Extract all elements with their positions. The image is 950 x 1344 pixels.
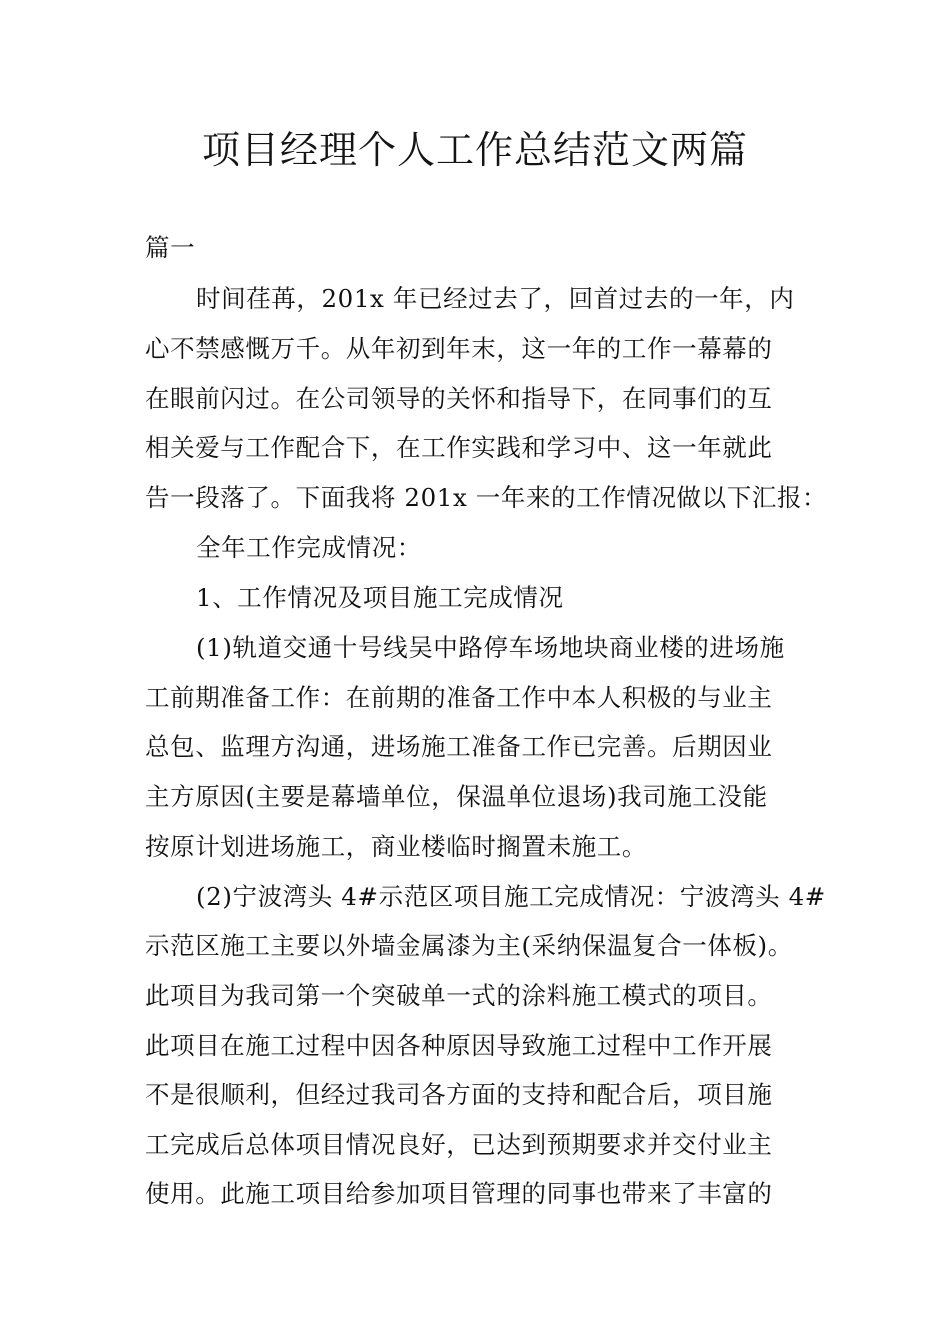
body-line: 总包、监理方沟通，进场施工准备工作已完善。后期因业: [145, 732, 773, 761]
body-line: 告一段落了。下面我将 201x 一年来的工作情况做以下汇报：: [145, 483, 828, 512]
body-line: 相关爱与工作配合下，在工作实践和学习中、这一年就此: [145, 433, 773, 462]
subheading: 全年工作完成情况：: [196, 533, 422, 562]
body-line: 在眼前闪过。在公司领导的关怀和指导下，在同事们的互: [145, 384, 773, 413]
body-line: (1)轨道交通十号线吴中路停车场地块商业楼的进场施: [196, 633, 785, 662]
body-line: 工完成后总体项目情况良好，已达到预期要求并交付业主: [145, 1130, 773, 1159]
body-line: (2)宁波湾头 4#示范区项目施工完成情况：宁波湾头 4#: [196, 882, 826, 911]
body-line: 工前期准备工作：在前期的准备工作中本人积极的与业主: [145, 683, 773, 712]
body-line: 时间荏苒，201x 年已经过去了，回首过去的一年，内: [196, 284, 795, 313]
document-title: 项目经理个人工作总结范文两篇: [201, 128, 748, 172]
body-line: 按原计划进场施工，商业楼临时搁置未施工。: [145, 832, 647, 861]
subheading: 1、工作情况及项目施工完成情况: [196, 583, 564, 612]
section-heading: 篇一: [145, 233, 196, 262]
body-line: 此项目为我司第一个突破单一式的涂料施工模式的项目。: [145, 981, 773, 1010]
body-line: 主方原因(主要是幕墙单位，保温单位退场)我司施工没能: [145, 782, 768, 811]
body-line: 此项目在施工过程中因各种原因导致施工过程中工作开展: [145, 1031, 773, 1060]
body-line: 示范区施工主要以外墙金属漆为主(采纳保温复合一体板)。: [145, 931, 793, 960]
body-line: 使用。此施工项目给参加项目管理的同事也带来了丰富的: [145, 1179, 773, 1208]
body-line: 不是很顺利，但经过我司各方面的支持和配合后，项目施: [145, 1080, 773, 1109]
body-line: 心不禁感慨万千。从年初到年末，这一年的工作一幕幕的: [145, 334, 773, 363]
